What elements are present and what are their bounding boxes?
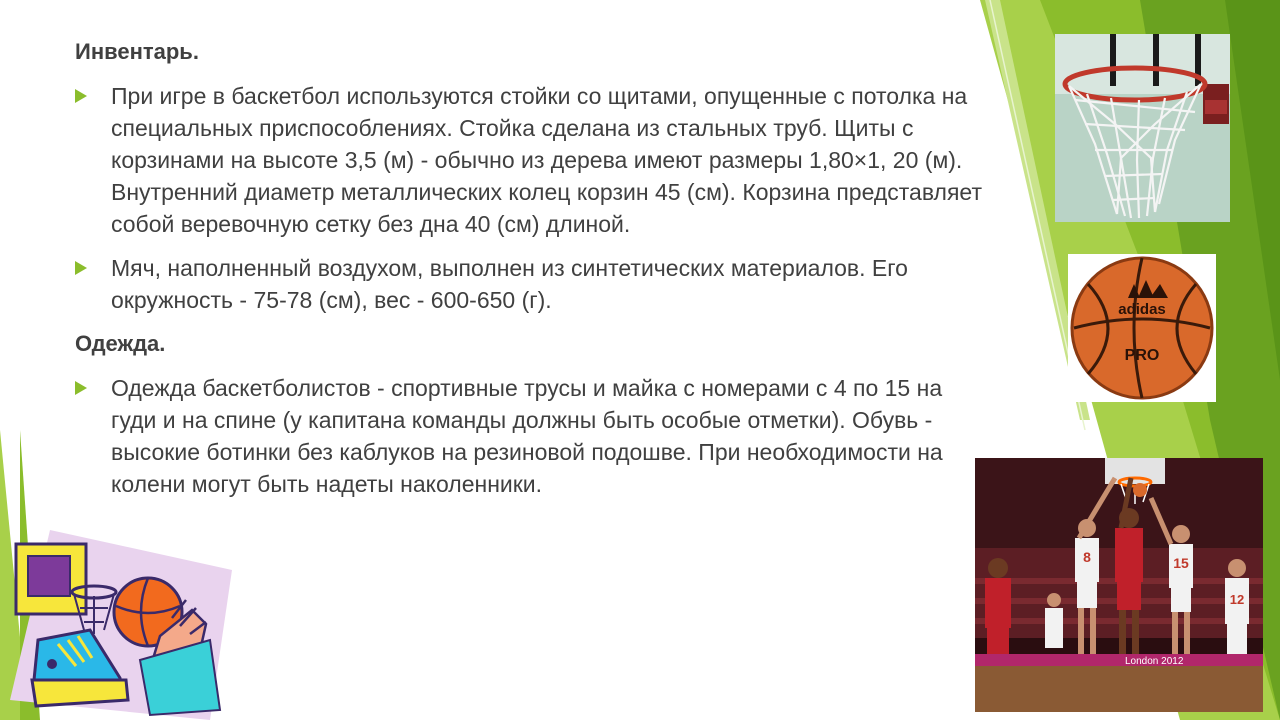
green-triangle-arrow-icon — [75, 381, 87, 395]
bullet-text: Мяч, наполненный воздухом, выполнен из синтетических материалов. Его окружность - 75-78 (см), вес - 600-650 (г). — [111, 255, 908, 313]
bullet-text: При игре в баскетбол используются стойки со щитами, опущенные с потолка на специальных приспособлениях. Стойка сделана из стальных труб. Щиты с корзинами на высоте 3,5 (м) - обычно из дерева имеют размеры 1,80×1, 20 (м). Внутренний диаметр металлических колец корзин 45 (см). Корзина представляет собой веревочную сетку без дна 40 (см) длиной. — [111, 83, 982, 237]
green-triangle-arrow-icon — [75, 261, 87, 275]
arena-banner-text: London 2012 — [1125, 656, 1184, 667]
jersey-number-8: 8 — [1083, 549, 1091, 565]
photo-basketball-game — [975, 458, 1263, 712]
jersey-number-15: 15 — [1173, 555, 1189, 571]
bullet-clothing — [75, 372, 985, 500]
bullet-equipment-ball — [75, 252, 985, 316]
jersey-number-12: 12 — [1229, 592, 1245, 607]
heading-clothing: Одежда. — [75, 331, 166, 356]
basketball-clipart — [10, 530, 232, 720]
heading-inventory: Инвентарь. — [75, 39, 199, 64]
ball-brand-label: adidas — [1118, 301, 1166, 318]
bullet-equipment-stands — [75, 80, 985, 240]
photo-basketball-hoop — [1055, 34, 1230, 222]
green-triangle-arrow-icon — [75, 89, 87, 103]
ball-model-label: PRO — [1124, 347, 1160, 364]
photo-basketball-ball — [1068, 254, 1216, 402]
bullet-text: Одежда баскетболистов - спортивные трусы и майка с номерами с 4 по 15 на гуди и на спине (у капитана команды должны быть особые отметки). Обувь - высокие ботинки без каблуков на резиновой подошве. При необходимости на колени могут быть надеты наколенники. — [111, 375, 943, 497]
text-content — [75, 36, 985, 512]
